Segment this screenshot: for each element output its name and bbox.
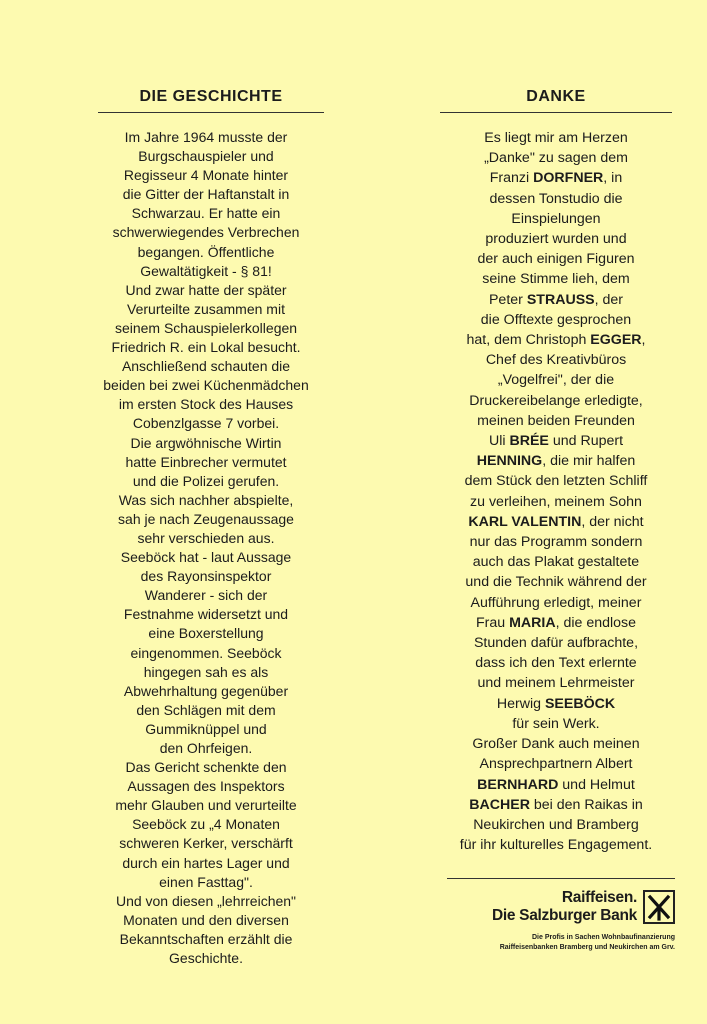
thanks-line bbox=[440, 290, 672, 310]
thanks-text-segment: Frau bbox=[475, 614, 510, 631]
section-title-die-geschichte: DIE GESCHICHTE bbox=[98, 88, 324, 113]
story-line: Verurteilte zusammen mit bbox=[127, 300, 285, 317]
story-line: begangen. Öffentliche bbox=[137, 243, 275, 260]
thanks-text-segment: die Offtexte gesprochen bbox=[480, 311, 632, 328]
story-line: einen Fasttag". bbox=[159, 873, 253, 890]
thanks-text-segment: produziert wurden und bbox=[485, 231, 627, 248]
thanks-line bbox=[440, 694, 672, 714]
thanks-line bbox=[440, 229, 672, 249]
thanks-text-segment: Aufführung erledigt, meiner bbox=[470, 594, 642, 611]
thanks-text-segment: hat, dem Christoph bbox=[466, 332, 591, 349]
thanks-text-segment: dessen Tonstudio die bbox=[489, 190, 623, 207]
thanks-name-bold: BERNHARD bbox=[477, 776, 559, 793]
story-line: Festnahme widersetzt und bbox=[123, 606, 289, 623]
column-die-geschichte bbox=[88, 88, 324, 968]
bank-tagline-1: Die Profis in Sachen Wohnbaufinanzierung bbox=[532, 934, 675, 941]
story-line: Abwehrhaltung gegenüber bbox=[123, 682, 289, 699]
thanks-text-segment: Uli bbox=[488, 433, 510, 450]
thanks-line bbox=[440, 350, 672, 370]
story-text bbox=[88, 128, 324, 968]
story-line: Gummiknüppel und bbox=[145, 720, 267, 737]
thanks-text-segment: „Danke" zu sagen dem bbox=[484, 150, 628, 167]
thanks-name-bold: MARIA bbox=[509, 614, 556, 631]
thanks-text-segment: Stunden dafür aufbrachte, bbox=[473, 635, 639, 652]
story-line: Und von diesen „lehrreichen" bbox=[115, 892, 297, 909]
thanks-text-segment: Druckereibelange erledigte, bbox=[469, 392, 643, 409]
bank-tagline bbox=[447, 933, 675, 953]
story-line: Geschichte. bbox=[169, 950, 243, 967]
story-line: Die argwöhnische Wirtin bbox=[130, 434, 282, 451]
story-line: Seeböck hat - laut Aussage bbox=[120, 549, 292, 566]
thanks-text-segment: Einspielungen bbox=[511, 210, 601, 227]
story-line: Bekanntschaften erzählt die bbox=[119, 930, 293, 947]
sponsor-block bbox=[447, 878, 675, 953]
story-line: eine Boxerstellung bbox=[148, 625, 264, 642]
thanks-text-segment: Neukirchen und Bramberg bbox=[473, 816, 639, 833]
story-line: Wanderer - sich der bbox=[144, 587, 268, 604]
thanks-line bbox=[440, 471, 672, 491]
story-line: durch ein hartes Lager und bbox=[122, 854, 290, 871]
thanks-line bbox=[440, 673, 672, 693]
thanks-line bbox=[440, 451, 672, 471]
thanks-line bbox=[440, 330, 672, 350]
story-line: Im Jahre 1964 musste der bbox=[124, 129, 288, 145]
thanks-name-bold: STRAUSS bbox=[526, 291, 595, 308]
thanks-text-segment: für ihr kulturelles Engagement. bbox=[459, 837, 653, 854]
story-line: Anschließend schauten die bbox=[121, 358, 291, 375]
story-line: des Rayonsinspektor bbox=[140, 568, 272, 585]
thanks-text-segment: , die endlose bbox=[555, 614, 637, 631]
thanks-text-segment: zu verleihen, meinem Sohn bbox=[470, 493, 642, 510]
story-line: beiden bei zwei Küchenmädchen bbox=[103, 377, 309, 394]
thanks-text-segment: , der nicht bbox=[581, 513, 644, 530]
story-line: Das Gericht schenkte den bbox=[125, 759, 287, 776]
thanks-text-segment: Es liegt mir am Herzen bbox=[484, 130, 628, 146]
story-line: schwerwiegendes Verbrechen bbox=[112, 224, 300, 241]
bank-tagline-2: Raiffeisenbanken Bramberg und Neukirchen am Grv. bbox=[499, 944, 675, 951]
thanks-text-segment: Ansprechpartnern Albert bbox=[479, 756, 633, 773]
thanks-text-segment: Herwig bbox=[496, 695, 545, 712]
thanks-text-segment: bei den Raikas in bbox=[529, 796, 643, 813]
thanks-line bbox=[440, 492, 672, 512]
thanks-text-segment: und meinem Lehrmeister bbox=[477, 675, 635, 692]
thanks-text-segment: Peter bbox=[488, 291, 527, 308]
story-line: Cobenzlgasse 7 vorbei. bbox=[132, 415, 280, 432]
story-line: hatte Einbrecher vermutet bbox=[125, 453, 287, 470]
story-line: Und zwar hatte der später bbox=[125, 281, 287, 298]
thanks-line bbox=[440, 835, 672, 855]
story-line: mehr Glauben und verurteilte bbox=[115, 797, 297, 814]
thanks-text-segment: für sein Werk. bbox=[512, 715, 600, 732]
thanks-text-segment: Franzi bbox=[489, 170, 534, 187]
thanks-name-bold: BACHER bbox=[469, 796, 530, 813]
raiffeisen-logo-svg bbox=[646, 893, 672, 921]
thanks-text-segment: der auch einigen Figuren bbox=[477, 251, 635, 268]
thanks-line bbox=[440, 310, 672, 330]
thanks-name-bold: EGGER bbox=[590, 332, 642, 349]
thanks-text-segment: , bbox=[641, 332, 646, 349]
thanks-text-segment: , die mir halfen bbox=[542, 453, 636, 470]
thanks-text-segment: und die Technik während der bbox=[465, 574, 647, 591]
thanks-text bbox=[440, 128, 672, 855]
story-line: seinem Schauspielerkollegen bbox=[114, 319, 298, 336]
story-line: schweren Kerker, verschärft bbox=[119, 835, 293, 852]
thanks-line bbox=[440, 815, 672, 835]
sponsor-header bbox=[447, 889, 675, 925]
thanks-text-segment: Großer Dank auch meinen bbox=[472, 736, 640, 753]
story-line: und die Polizei gerufen. bbox=[132, 472, 280, 489]
thanks-name-bold: KARL VALENTIN bbox=[468, 513, 582, 530]
thanks-line bbox=[440, 633, 672, 653]
column-danke bbox=[440, 88, 672, 855]
story-line: Gewaltätigkeit - § 81! bbox=[140, 262, 272, 279]
story-line: eingenommen. Seeböck bbox=[130, 644, 282, 661]
thanks-text-segment: meinen beiden Freunden bbox=[477, 412, 635, 429]
thanks-line bbox=[440, 734, 672, 754]
story-line: Aussagen des Inspektors bbox=[127, 778, 285, 795]
thanks-line bbox=[440, 189, 672, 209]
thanks-text-segment: nur das Programm sondern bbox=[469, 534, 643, 551]
thanks-name-bold: BRÉE bbox=[509, 433, 549, 450]
thanks-line bbox=[440, 391, 672, 411]
thanks-line bbox=[440, 512, 672, 532]
thanks-line bbox=[440, 269, 672, 289]
thanks-line bbox=[440, 209, 672, 229]
story-line: den Schlägen mit dem bbox=[136, 701, 276, 718]
thanks-line bbox=[440, 775, 672, 795]
thanks-name-bold: SEEBÖCK bbox=[544, 695, 616, 712]
thanks-line bbox=[440, 370, 672, 390]
story-line: die Gitter der Haftanstalt in bbox=[122, 186, 290, 203]
thanks-text-segment: dass ich den Text erlernte bbox=[475, 655, 637, 672]
thanks-line bbox=[440, 754, 672, 774]
thanks-line bbox=[440, 653, 672, 673]
thanks-text-segment: seine Stimme lieh, dem bbox=[482, 271, 630, 288]
story-line: Was sich nachher abspielte, bbox=[118, 491, 294, 508]
story-line: Regisseur 4 Monate hinter bbox=[123, 167, 289, 184]
story-line: Monaten und den diversen bbox=[123, 911, 289, 928]
thanks-line bbox=[440, 411, 672, 431]
thanks-line bbox=[440, 168, 672, 188]
thanks-text-segment: und Rupert bbox=[548, 433, 624, 450]
story-line: sehr verschieden aus. bbox=[137, 529, 275, 546]
section-title-danke: DANKE bbox=[440, 88, 672, 113]
thanks-line bbox=[440, 714, 672, 734]
thanks-name-bold: DORFNER bbox=[533, 170, 604, 187]
thanks-line bbox=[440, 148, 672, 168]
story-line: den Ohrfeigen. bbox=[159, 740, 253, 756]
thanks-text-segment: „Vogelfrei", der die bbox=[497, 372, 615, 389]
story-line: im ersten Stock des Hauses bbox=[118, 396, 294, 413]
thanks-text-segment: , in bbox=[603, 170, 623, 187]
thanks-text-segment: Chef des Kreativbüros bbox=[485, 352, 627, 369]
thanks-line bbox=[440, 613, 672, 633]
bank-name bbox=[492, 889, 637, 925]
story-line: Burgschauspieler und bbox=[138, 148, 274, 165]
story-line: Schwarzau. Er hatte ein bbox=[131, 205, 281, 222]
raiffeisen-gable-cross-icon bbox=[643, 890, 675, 924]
thanks-line bbox=[440, 128, 672, 148]
story-line: Friedrich R. ein Lokal besucht. bbox=[111, 339, 301, 356]
thanks-line bbox=[440, 431, 672, 451]
bank-name-line2: Die Salzburger Bank bbox=[491, 907, 637, 924]
thanks-line bbox=[440, 249, 672, 269]
story-line: Seeböck zu „4 Monaten bbox=[132, 816, 280, 833]
thanks-text-segment: dem Stück den letzten Schliff bbox=[464, 473, 648, 490]
thanks-text-segment: , der bbox=[594, 291, 624, 308]
story-line: hingegen sah es als bbox=[143, 663, 269, 680]
thanks-line bbox=[440, 795, 672, 815]
story-line: sah je nach Zeugenaussage bbox=[118, 510, 294, 527]
thanks-name-bold: HENNING bbox=[476, 453, 543, 470]
thanks-text-segment: und Helmut bbox=[558, 776, 635, 793]
bank-name-line1: Raiffeisen. bbox=[561, 889, 637, 906]
thanks-text-segment: auch das Plakat gestaltete bbox=[472, 554, 640, 571]
thanks-line bbox=[440, 552, 672, 572]
thanks-line bbox=[440, 593, 672, 613]
thanks-line bbox=[440, 572, 672, 592]
thanks-line bbox=[440, 532, 672, 552]
